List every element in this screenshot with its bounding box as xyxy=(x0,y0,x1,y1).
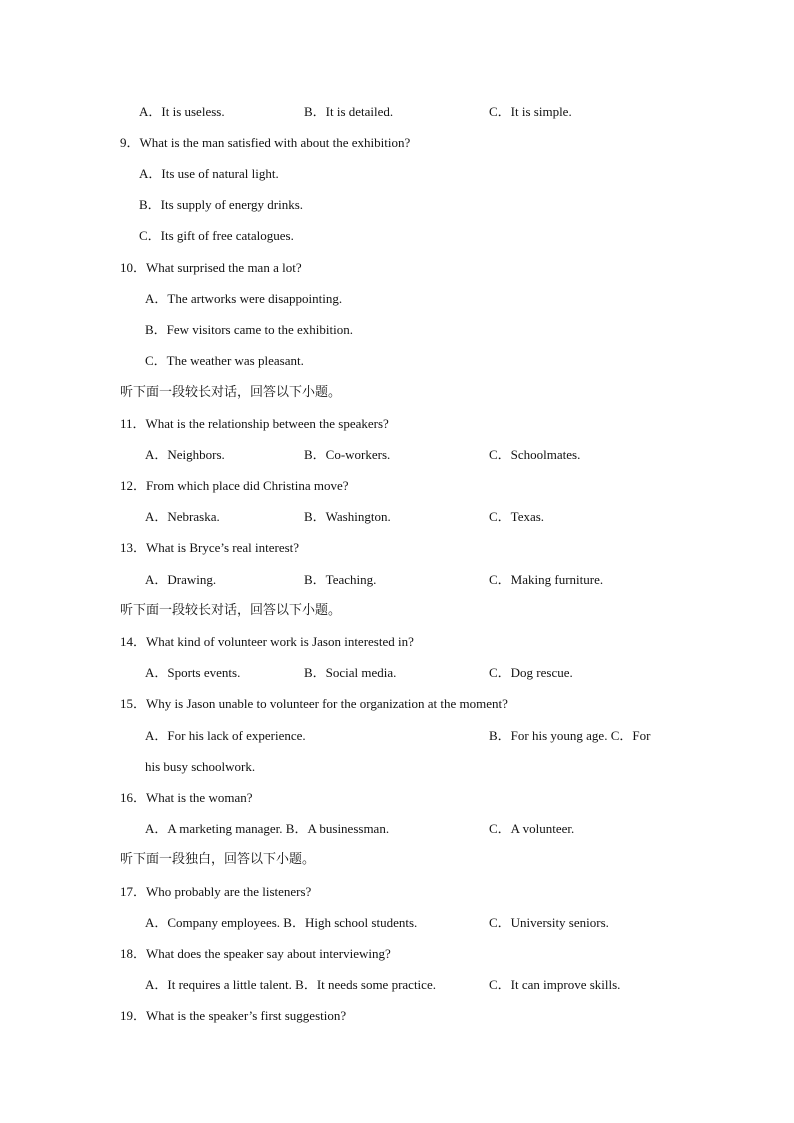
question-19: 19．What is the speaker’s first suggestion? xyxy=(120,1008,347,1023)
option-b: B．Teaching. xyxy=(304,572,377,587)
question-11: 11．What is the relationship between the speakers? xyxy=(120,416,389,431)
option-c: C．A volunteer. xyxy=(489,821,575,836)
option-a: A．Drawing. xyxy=(145,572,217,587)
option-c: C．Making furniture. xyxy=(489,572,604,587)
option-a: A．The artworks were disappointing. xyxy=(145,291,343,306)
option-a: A．Nebraska. xyxy=(145,509,220,524)
option-c: C．It is simple. xyxy=(489,104,572,119)
option-c: C．It can improve skills. xyxy=(489,977,621,992)
option-b: B．Its supply of energy drinks. xyxy=(139,197,304,212)
option-c: C．Schoolmates. xyxy=(489,447,581,462)
question-15: 15．Why is Jason unable to volunteer for the organization at the moment? xyxy=(120,696,508,711)
option-b: B．Washington. xyxy=(304,509,391,524)
option-c: C．University seniors. xyxy=(489,915,609,930)
option-a-b: A．A marketing manager. B．A businessman. xyxy=(145,821,390,836)
section-heading: 听下面一段独白，回答以下小题。 xyxy=(120,852,316,867)
option-a-b: A．It requires a little talent. B．It needs some practice. xyxy=(145,977,436,992)
option-b: B．Social media. xyxy=(304,665,397,680)
question-13: 13．What is Bryce’s real interest? xyxy=(120,540,300,555)
question-14: 14．What kind of volunteer work is Jason interested in? xyxy=(120,634,414,649)
section-heading: 听下面一段较长对话，回答以下小题。 xyxy=(120,385,342,400)
option-a: A．It is useless. xyxy=(139,104,225,119)
option-a: A．Sports events. xyxy=(145,665,241,680)
question-18: 18．What does the speaker say about interviewing? xyxy=(120,946,391,961)
option-a-b: A．Company employees. B．High school students. xyxy=(145,915,418,930)
question-16: 16．What is the woman? xyxy=(120,790,253,805)
option-b: B．Co-workers. xyxy=(304,447,391,462)
section-heading: 听下面一段较长对话，回答以下小题。 xyxy=(120,603,342,618)
option-c: C．The weather was pleasant. xyxy=(145,353,304,368)
option-b: B．For his young age. C．For xyxy=(489,728,651,743)
option-b: B．It is detailed. xyxy=(304,104,394,119)
option-a: A．For his lack of experience. xyxy=(145,728,306,743)
option-a: A．Its use of natural light. xyxy=(139,166,279,181)
option-c: C．Texas. xyxy=(489,509,545,524)
question-17: 17．Who probably are the listeners? xyxy=(120,884,312,899)
option-b: B．Few visitors came to the exhibition. xyxy=(145,322,353,337)
option-c: C．Dog rescue. xyxy=(489,665,573,680)
question-12: 12．From which place did Christina move? xyxy=(120,478,349,493)
option-a: A．Neighbors. xyxy=(145,447,225,462)
option-c-continued: his busy schoolwork. xyxy=(145,759,256,774)
option-c: C．Its gift of free catalogues. xyxy=(139,228,294,243)
question-9: 9．What is the man satisfied with about the exhibition? xyxy=(120,135,411,150)
question-10: 10．What surprised the man a lot? xyxy=(120,260,302,275)
